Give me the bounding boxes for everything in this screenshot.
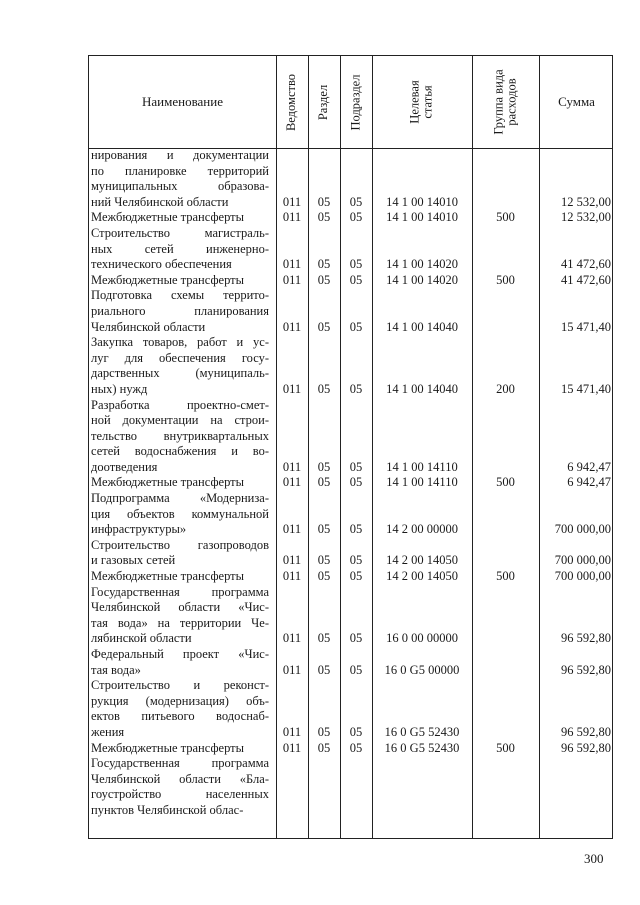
gruppa-cell: 500	[496, 210, 515, 225]
summa-cell: 96 592,80	[561, 662, 611, 677]
tselevaya-statya-cell: 14 1 00 14020	[386, 272, 458, 287]
razdel-cell: 05	[317, 381, 331, 396]
summa-cell: 96 592,80	[561, 631, 611, 646]
table-row	[89, 210, 612, 226]
name-line: ных сетей инженерно-	[91, 241, 269, 256]
name-line: Закупка товаров, работ и ус-	[91, 335, 269, 350]
vedomstvo-cell: 011	[282, 257, 302, 272]
header-razdel: Раздел	[316, 84, 331, 120]
tselevaya-statya-cell: 16 0 G5 00000	[384, 662, 460, 677]
tselevaya-statya-cell: 14 1 00 14110	[386, 475, 458, 490]
header-podrazdel: Подраздел	[348, 74, 363, 130]
razdel-cell: 05	[317, 553, 331, 568]
name-line: Подготовка схемы террито-	[91, 288, 269, 303]
name-line: луг для обеспечения госу-	[91, 350, 269, 365]
name-line: Строительство газопроводов	[91, 537, 269, 552]
table-row	[89, 148, 612, 210]
name-cell	[89, 335, 269, 397]
summa-cell: 41 472,60	[561, 257, 611, 272]
table-row	[89, 226, 612, 273]
header-tselevaya-statya: Целевая статья	[408, 80, 435, 124]
vedomstvo-cell: 011	[282, 724, 302, 739]
name-line: Разработка проектно-смет-	[91, 397, 269, 412]
name-line: ной документации на строи-	[91, 413, 269, 428]
summa-cell: 6 942,47	[567, 475, 611, 490]
vedomstvo-cell: 011	[282, 319, 302, 334]
vedomstvo-cell: 011	[282, 631, 302, 646]
razdel-cell: 05	[317, 272, 331, 287]
tselevaya-statya-cell: 16 0 G5 52430	[384, 724, 460, 739]
name-cell	[89, 491, 269, 538]
name-line: тельство внутриквартальных	[91, 428, 269, 443]
gruppa-cell: 200	[496, 381, 515, 396]
vedomstvo-cell: 011	[282, 272, 302, 287]
name-cell	[89, 210, 269, 226]
tselevaya-statya-cell: 16 0 00 00000	[386, 631, 458, 646]
name-line: доотведения	[91, 459, 158, 474]
name-cell	[89, 226, 269, 273]
podrazdel-cell: 05	[349, 475, 363, 490]
name-line: нирования и документации	[91, 148, 269, 162]
razdel-cell: 05	[317, 210, 331, 225]
table-row	[89, 538, 612, 569]
name-cell	[89, 538, 269, 569]
name-line: инфраструктуры»	[91, 522, 187, 537]
podrazdel-cell: 05	[349, 459, 363, 474]
summa-cell: 700 000,00	[554, 522, 611, 537]
name-line: сетей водоснабжения и во-	[91, 444, 269, 459]
header-vedomstvo: Ведомство	[284, 73, 299, 131]
table-row	[89, 335, 612, 397]
table-row	[89, 678, 612, 740]
gruppa-cell: 500	[496, 475, 515, 490]
vedomstvo-cell: 011	[282, 740, 302, 755]
name-line: Государственная программа	[91, 584, 269, 599]
name-line: Межбюджетные трансферты	[91, 210, 245, 225]
tselevaya-statya-cell: 14 2 00 14050	[386, 553, 458, 568]
podrazdel-cell: 05	[349, 381, 363, 396]
tselevaya-statya-cell: 14 1 00 14110	[386, 459, 458, 474]
tselevaya-statya-cell: 14 1 00 14020	[386, 257, 458, 272]
name-cell	[89, 398, 269, 476]
summa-cell: 41 472,60	[561, 272, 611, 287]
name-line: рукция (модернизация) объ-	[91, 693, 269, 708]
razdel-cell: 05	[317, 631, 331, 646]
podrazdel-cell: 05	[349, 257, 363, 272]
name-line: риального планирования	[91, 303, 269, 318]
name-cell	[89, 741, 269, 757]
vedomstvo-cell: 011	[282, 381, 302, 396]
razdel-cell: 05	[317, 319, 331, 334]
name-line: Строительство и реконст-	[91, 678, 269, 693]
podrazdel-cell: 05	[349, 631, 363, 646]
table-row	[89, 288, 612, 335]
name-line: Челябинской области «Чис-	[91, 600, 269, 615]
table-row	[89, 491, 612, 538]
podrazdel-cell: 05	[349, 740, 363, 755]
podrazdel-cell: 05	[349, 522, 363, 537]
name-line: Межбюджетные трансферты	[91, 272, 245, 287]
vedomstvo-cell: 011	[282, 569, 302, 584]
vedomstvo-cell: 011	[282, 553, 302, 568]
name-line: дарственных (муниципаль-	[91, 366, 269, 381]
podrazdel-cell: 05	[349, 319, 363, 334]
page-number: 300	[584, 851, 604, 866]
tselevaya-statya-cell: 14 1 00 14010	[386, 210, 458, 225]
name-line: ция объектов коммунальной	[91, 506, 269, 521]
name-line: муниципальных образова-	[91, 179, 269, 194]
name-line: Межбюджетные трансферты	[91, 740, 245, 755]
gruppa-cell: 500	[496, 740, 515, 755]
name-line: Межбюджетные трансферты	[91, 569, 245, 584]
podrazdel-cell: 05	[349, 569, 363, 584]
name-line: тая вода» на территории Че-	[91, 615, 269, 630]
gruppa-cell: 500	[496, 272, 515, 287]
vedomstvo-cell: 011	[282, 459, 302, 474]
name-line: Строительство магистраль-	[91, 225, 269, 240]
table-row	[89, 475, 612, 491]
podrazdel-cell: 05	[349, 194, 363, 209]
table-row	[89, 585, 612, 647]
summa-cell: 700 000,00	[554, 553, 611, 568]
name-line: и газовых сетей	[91, 553, 176, 568]
table-row	[89, 647, 612, 678]
podrazdel-cell: 05	[349, 210, 363, 225]
name-line: Федеральный проект «Чис-	[91, 647, 269, 661]
gruppa-cell: 500	[496, 569, 515, 584]
name-cell	[89, 148, 269, 210]
name-cell	[89, 756, 269, 818]
vedomstvo-cell: 011	[282, 194, 302, 209]
header-summa: Сумма	[558, 94, 595, 109]
name-line: Челябинской области «Бла-	[91, 771, 269, 786]
name-line: ний Челябинской области	[91, 194, 229, 209]
razdel-cell: 05	[317, 662, 331, 677]
podrazdel-cell: 05	[349, 272, 363, 287]
name-line: пунктов Челябинской облас-	[91, 802, 244, 817]
name-line: Государственная программа	[91, 756, 269, 771]
podrazdel-cell: 05	[349, 662, 363, 677]
razdel-cell: 05	[317, 257, 331, 272]
name-line: Челябинской области	[91, 319, 206, 334]
tselevaya-statya-cell: 14 1 00 14040	[386, 319, 458, 334]
summa-cell: 15 471,40	[561, 381, 611, 396]
summa-cell: 12 532,00	[561, 210, 611, 225]
summa-cell: 15 471,40	[561, 319, 611, 334]
header-gruppa-rashodov: Группа вида расходов	[491, 69, 519, 135]
name-line: по планировке территорий	[91, 163, 269, 178]
budget-table	[88, 55, 613, 839]
razdel-cell: 05	[317, 740, 331, 755]
name-line: гоустройство населенных	[91, 787, 269, 802]
table-row	[89, 569, 612, 585]
tselevaya-statya-cell: 14 1 00 14040	[386, 381, 458, 396]
summa-cell: 700 000,00	[554, 569, 611, 584]
table-row	[89, 741, 612, 757]
name-line: Подпрограмма «Модерниза-	[91, 491, 269, 506]
vedomstvo-cell: 011	[282, 522, 302, 537]
name-cell	[89, 273, 269, 289]
table-row	[89, 398, 612, 476]
name-cell	[89, 647, 269, 678]
header-name: Наименование	[142, 94, 223, 109]
table-body	[89, 148, 612, 819]
summa-cell: 6 942,47	[567, 459, 611, 474]
vedomstvo-cell: 011	[282, 475, 302, 490]
razdel-cell: 05	[317, 522, 331, 537]
name-cell	[89, 585, 269, 647]
tselevaya-statya-cell: 16 0 G5 52430	[384, 740, 460, 755]
summa-cell: 12 532,00	[561, 194, 611, 209]
table-row	[89, 273, 612, 289]
razdel-cell: 05	[317, 475, 331, 490]
tselevaya-statya-cell: 14 2 00 00000	[386, 522, 458, 537]
table-row	[89, 756, 612, 818]
name-line: жения	[91, 724, 125, 739]
tselevaya-statya-cell: 14 2 00 14050	[386, 569, 458, 584]
razdel-cell: 05	[317, 194, 331, 209]
name-line: ектов питьевого водоснаб-	[91, 709, 269, 724]
name-line: технического обеспечения	[91, 257, 232, 272]
name-cell	[89, 288, 269, 335]
name-line: ных) нужд	[91, 381, 148, 396]
name-cell	[89, 569, 269, 585]
razdel-cell: 05	[317, 724, 331, 739]
name-line: тая вода»	[91, 662, 141, 677]
summa-cell: 96 592,80	[561, 724, 611, 739]
summa-cell: 96 592,80	[561, 740, 611, 755]
vedomstvo-cell: 011	[282, 210, 302, 225]
name-line: лябинской области	[91, 631, 192, 646]
podrazdel-cell: 05	[349, 724, 363, 739]
tselevaya-statya-cell: 14 1 00 14010	[386, 194, 458, 209]
name-cell	[89, 678, 269, 740]
podrazdel-cell: 05	[349, 553, 363, 568]
vedomstvo-cell: 011	[282, 662, 302, 677]
razdel-cell: 05	[317, 569, 331, 584]
name-cell	[89, 475, 269, 491]
razdel-cell: 05	[317, 459, 331, 474]
name-line: Межбюджетные трансферты	[91, 475, 245, 490]
